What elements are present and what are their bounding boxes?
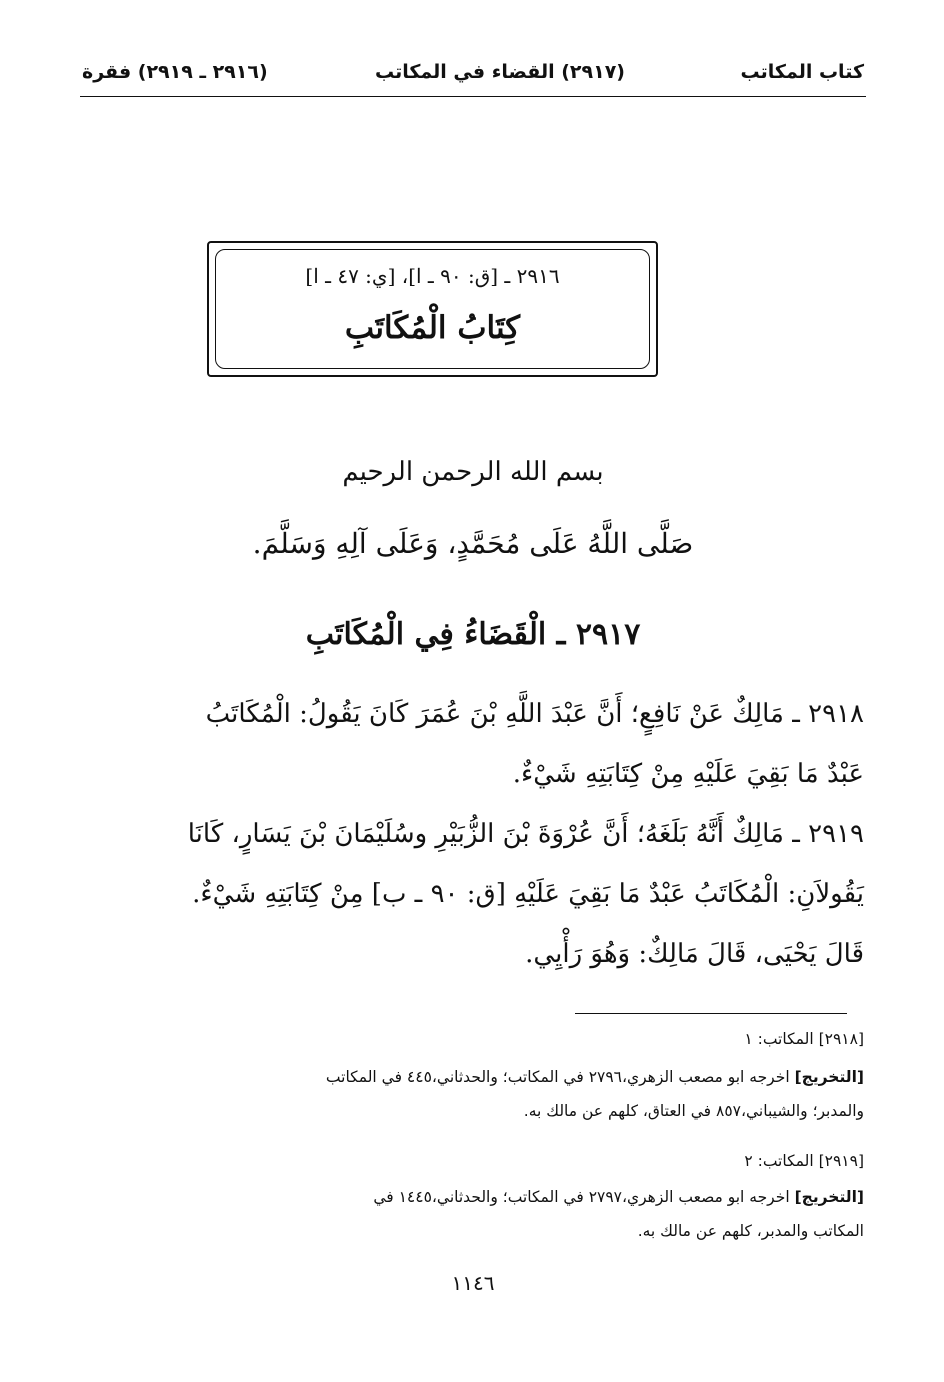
footnote-text: اخرجه ابو مصعب الزهري،٢٧٩٧ في المكاتب؛ والحدثاني،١٤٤٥ في: [373, 1188, 790, 1206]
footnote-takhrij-2918: [78, 1060, 864, 1128]
footnote-line: [78, 1180, 864, 1214]
running-header-book: كتاب المكاتب: [740, 61, 864, 83]
running-header-range: (٢٩١٦ ـ ٢٩١٩) فقرة: [82, 61, 268, 83]
paragraph-line: ٢٩١٩ ـ مَالِكٌ أَنَّهُ بَلَغَهُ؛ أَنَّ عُرْوَةَ بْنَ الزُّبَيْرِ وسُلَيْمَانَ بْنَ يَسَارٍ، كَانَا: [187, 819, 864, 849]
footnote-rule: [575, 1013, 847, 1014]
paragraph-line: عَبْدٌ مَا بَقِيَ عَلَيْهِ مِنْ كِتَابَتِهِ شَيْءٌ.: [512, 759, 864, 789]
footnote-takhrij-2919: [78, 1180, 864, 1248]
book-title: كِتَابُ الْمُكَاتَبِ: [344, 310, 521, 346]
paragraph-yahya: [78, 924, 864, 984]
paragraph-line: ٢٩١٨ ـ مَالِكٌ عَنْ نَافِعٍ؛ أَنَّ عَبْدَ اللَّهِ بْنَ عُمَرَ كَانَ يَقُولُ: الْمُكَاتَبُ: [205, 699, 864, 729]
page-number: ١١٤٦: [451, 1271, 495, 1295]
footnote-text: اخرجه ابو مصعب الزهري،٢٧٩٦ في المكاتب؛ والحدثاني،٤٤٥ في المكاتب: [325, 1068, 790, 1086]
takhrij-label: [التخريج]: [794, 1068, 864, 1086]
footnote-line: والمدبر؛ والشيباني،٨٥٧ في العتاق، كلهم عن مالك به.: [523, 1102, 864, 1120]
book-number-line: ٢٩١٦ ـ [ق: ٩٠ ـ ا]، [ي: ٤٧ ـ ا]: [305, 264, 560, 288]
running-header-chapter: (٢٩١٧) القضاء في المكاتب: [375, 61, 625, 83]
salat-line: صَلَّى اللَّهُ عَلَى مُحَمَّدٍ، وَعَلَى آلِهِ وَسَلَّمَ.: [252, 527, 694, 560]
footnote-ref-2919: [٢٩١٩] المكاتب: ٢: [744, 1152, 864, 1170]
footnote-line: [78, 1060, 864, 1094]
header-rule: [80, 96, 866, 97]
paragraph-line: قَالَ يَحْيَى، قَالَ مَالِكٌ: وَهُوَ رَأْيِي.: [525, 939, 864, 969]
paragraph-2918: [78, 684, 864, 804]
paragraph-line: يَقُولاَنِ: الْمُكَاتَبُ عَبْدٌ مَا بَقِيَ عَلَيْهِ [ق: ٩٠ ـ ب] مِنْ كِتَابَتِهِ شَيْءٌ.: [192, 879, 864, 909]
takhrij-label: [التخريج]: [794, 1188, 864, 1206]
basmala: بسم الله الرحمن الرحيم: [342, 457, 604, 487]
paragraph-2919: [78, 804, 864, 924]
footnote-ref-2918: [٢٩١٨] المكاتب: ١: [744, 1030, 864, 1048]
chapter-heading: ٢٩١٧ ـ الْقَضَاءُ فِي الْمُكَاتَبِ: [305, 617, 641, 652]
book-title-box: [207, 241, 658, 377]
footnote-line: المكاتب والمدبر، كلهم عن مالك به.: [637, 1222, 864, 1240]
